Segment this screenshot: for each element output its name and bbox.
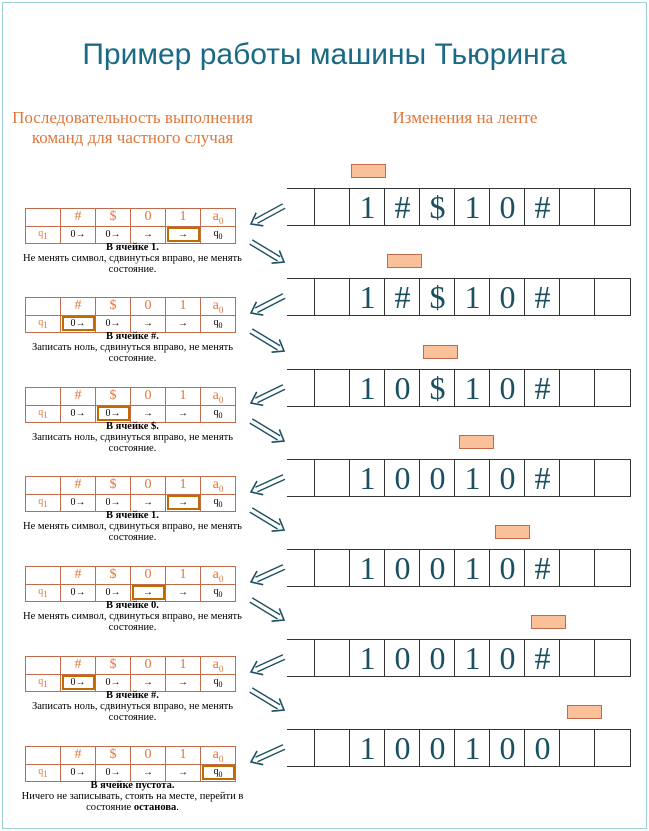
alphabet-cell: 0	[131, 477, 166, 495]
left-heading: Последовательность выполнения команд для частного случая	[12, 108, 253, 147]
alphabet-cell: 0	[131, 209, 166, 227]
command-table-header	[26, 388, 236, 406]
tape-cell	[559, 640, 595, 676]
command-cell: →	[131, 315, 166, 332]
tape-cell: 1	[454, 730, 490, 766]
tape-cell: 0	[489, 370, 525, 406]
double-arrow-right-down-icon	[243, 323, 293, 363]
tape-cell	[559, 730, 595, 766]
alphabet-cell: 1	[166, 298, 201, 316]
active-command-cell: →	[166, 226, 201, 243]
tape-head-marker	[387, 254, 422, 268]
active-command-cell: 0→	[96, 405, 131, 422]
command-table	[25, 746, 236, 782]
tape-cell: 0	[489, 460, 525, 496]
tape-cell: #	[384, 279, 420, 315]
tape-cell	[594, 730, 631, 766]
state-cell: $q_1$	[26, 494, 61, 511]
step-description: В ячейке пустота. Ничего не записывать, стоять на месте, перейти в состояние останова.	[21, 780, 244, 813]
tape-cell: #	[384, 189, 420, 225]
right-heading: Изменения на ленте	[392, 108, 538, 127]
active-command-cell: 0→	[61, 315, 96, 332]
command-cell: →	[166, 764, 201, 781]
command-cell: $q_0$	[201, 405, 236, 422]
alphabet-cell: $	[96, 477, 131, 495]
command-cell: $q_0$	[201, 674, 236, 691]
active-command-cell: $q_0$	[201, 764, 236, 781]
tape-cell: 1	[349, 460, 385, 496]
tape-head-marker	[567, 705, 602, 719]
alphabet-cell: $a_0$	[201, 657, 236, 675]
alphabet-cell: #	[61, 388, 96, 406]
state-cell: $q_1$	[26, 226, 61, 243]
command-cell: →	[166, 674, 201, 691]
command-cell: 0→	[61, 226, 96, 243]
tape-cell: 1	[349, 730, 385, 766]
alphabet-cell	[26, 298, 61, 316]
command-table	[25, 656, 236, 692]
alphabet-cell: 1	[166, 477, 201, 495]
alphabet-cell	[26, 388, 61, 406]
tape-cell	[559, 189, 595, 225]
tape-cell: #	[524, 189, 560, 225]
state-cell: $q_1$	[26, 405, 61, 422]
tape-cell: #	[524, 640, 560, 676]
active-command-cell: →	[131, 584, 166, 601]
tape-cell: 1	[349, 279, 385, 315]
tape-cell: 1	[454, 370, 490, 406]
double-arrow-right-down-icon	[243, 502, 293, 542]
tape-head-marker	[531, 615, 566, 629]
alphabet-cell: 1	[166, 209, 201, 227]
command-table-row	[26, 674, 236, 691]
tape-cell: 0	[419, 460, 455, 496]
tape-cell: 0	[384, 460, 420, 496]
command-table	[25, 566, 236, 602]
command-table	[25, 297, 236, 333]
tape-cell: 1	[349, 189, 385, 225]
alphabet-cell	[26, 209, 61, 227]
tape-cell	[559, 279, 595, 315]
tape-cell: 1	[454, 189, 490, 225]
tape	[287, 549, 631, 587]
command-table	[25, 387, 236, 423]
command-table-row	[26, 764, 236, 781]
command-table-header	[26, 567, 236, 585]
tape-head-marker	[495, 525, 530, 539]
tape-cell: 0	[489, 279, 525, 315]
tape-cell: 1	[454, 279, 490, 315]
tape-cell	[559, 550, 595, 586]
alphabet-cell: $	[96, 747, 131, 765]
tape-cell: 0	[489, 730, 525, 766]
alphabet-cell: $a_0$	[201, 388, 236, 406]
alphabet-cell: $	[96, 657, 131, 675]
tape-head-marker	[423, 345, 458, 359]
tape	[287, 729, 631, 767]
alphabet-cell: 0	[131, 657, 166, 675]
alphabet-cell: $	[96, 388, 131, 406]
command-table-header	[26, 477, 236, 495]
command-table-row	[26, 226, 236, 243]
tape-cell	[314, 189, 350, 225]
tape-head-marker	[459, 435, 494, 449]
alphabet-cell: $a_0$	[201, 298, 236, 316]
command-cell: →	[131, 674, 166, 691]
step-description: В ячейке #. Записать ноль, сдвинуться вправо, не менять состояние.	[31, 331, 234, 364]
tape-cell	[594, 189, 631, 225]
active-command-cell: →	[166, 494, 201, 511]
tape-cell	[594, 640, 631, 676]
step-description: В ячейке 1. Не менять символ, сдвинуться вправо, не менять состояние.	[23, 242, 242, 275]
command-cell: 0→	[96, 494, 131, 511]
command-cell: 0→	[96, 584, 131, 601]
alphabet-cell	[26, 477, 61, 495]
command-cell: →	[131, 226, 166, 243]
tape-cell	[314, 460, 350, 496]
tape-cell	[594, 460, 631, 496]
tape-cell: #	[524, 279, 560, 315]
tape-cell: 0	[489, 640, 525, 676]
tape-cell: 0	[524, 730, 560, 766]
alphabet-cell: #	[61, 298, 96, 316]
state-cell: $q_1$	[26, 315, 61, 332]
tape-cell	[314, 279, 350, 315]
step-description: В ячейке 1. Не менять символ, сдвинуться вправо, не менять состояние.	[23, 510, 242, 543]
tape-cell	[314, 370, 350, 406]
command-cell: →	[131, 405, 166, 422]
alphabet-cell: $a_0$	[201, 477, 236, 495]
tape-cell: 0	[384, 640, 420, 676]
command-table-row	[26, 405, 236, 422]
tape-cell: 1	[349, 370, 385, 406]
command-cell: $q_0$	[201, 584, 236, 601]
tape	[287, 278, 631, 316]
command-table	[25, 208, 236, 244]
tape-cell	[594, 279, 631, 315]
tape-cell: 0	[419, 730, 455, 766]
alphabet-cell: $a_0$	[201, 209, 236, 227]
tape-cell: 1	[349, 640, 385, 676]
alphabet-cell: 0	[131, 567, 166, 585]
command-table-row	[26, 494, 236, 511]
command-table-header	[26, 747, 236, 765]
tape	[287, 188, 631, 226]
tape-cell: #	[524, 550, 560, 586]
alphabet-cell: $a_0$	[201, 567, 236, 585]
tape-cell: 1	[454, 550, 490, 586]
tape-cell: 1	[454, 460, 490, 496]
double-arrow-left-down-icon	[243, 198, 293, 238]
command-cell: 0→	[61, 764, 96, 781]
alphabet-cell: 1	[166, 747, 201, 765]
state-cell: $q_1$	[26, 764, 61, 781]
page-title: Пример работы машины Тьюринга	[82, 38, 567, 71]
command-cell: →	[166, 405, 201, 422]
tape-cell	[314, 640, 350, 676]
tape-cell: #	[524, 460, 560, 496]
step-description: В ячейке 0. Не менять символ, сдвинуться вправо, не менять состояние.	[23, 600, 242, 633]
step-description: В ячейке $. Записать ноль, сдвинуться вправо, не менять состояние.	[31, 421, 234, 454]
alphabet-cell: $	[96, 567, 131, 585]
command-cell: 0→	[96, 764, 131, 781]
tape-cell: 0	[384, 370, 420, 406]
tape-cell: 1	[454, 640, 490, 676]
alphabet-cell	[26, 567, 61, 585]
command-table-header	[26, 657, 236, 675]
tape-cell: 0	[384, 550, 420, 586]
alphabet-cell: #	[61, 209, 96, 227]
tape-cell	[314, 730, 350, 766]
tape-cell: 1	[349, 550, 385, 586]
alphabet-cell: $	[96, 209, 131, 227]
tape-cell: #	[524, 370, 560, 406]
command-cell: 0→	[96, 674, 131, 691]
command-table-row	[26, 315, 236, 332]
command-cell: 0→	[61, 494, 96, 511]
tape-cell	[594, 370, 631, 406]
command-table	[25, 476, 236, 512]
command-cell: →	[131, 764, 166, 781]
alphabet-cell: 0	[131, 747, 166, 765]
tape	[287, 639, 631, 677]
tape-cell: 0	[384, 730, 420, 766]
command-cell: $q_0$	[201, 226, 236, 243]
alphabet-cell: 1	[166, 567, 201, 585]
tape-cell: 0	[419, 550, 455, 586]
tape-cell	[314, 550, 350, 586]
tape-head-marker	[351, 164, 386, 178]
tape-cell: 0	[489, 189, 525, 225]
command-cell: →	[166, 315, 201, 332]
alphabet-cell: 0	[131, 388, 166, 406]
tape-cell: $	[419, 279, 455, 315]
alphabet-cell	[26, 657, 61, 675]
command-cell: 0→	[96, 315, 131, 332]
alphabet-cell: $a_0$	[201, 747, 236, 765]
tape-cell: 0	[489, 550, 525, 586]
tape-cell	[559, 460, 595, 496]
tape-cell: 0	[419, 640, 455, 676]
alphabet-cell: #	[61, 657, 96, 675]
alphabet-cell: #	[61, 567, 96, 585]
tape	[287, 459, 631, 497]
step-description: В ячейке #. Записать ноль, сдвинуться вправо, не менять состояние.	[31, 690, 234, 723]
command-cell: 0→	[61, 405, 96, 422]
command-cell: →	[166, 584, 201, 601]
double-arrow-right-down-icon	[243, 592, 293, 632]
state-cell: $q_1$	[26, 584, 61, 601]
active-command-cell: 0→	[61, 674, 96, 691]
state-cell: $q_1$	[26, 674, 61, 691]
double-arrow-right-down-icon	[243, 234, 293, 274]
double-arrow-left-down-icon	[243, 288, 293, 328]
command-cell: $q_0$	[201, 315, 236, 332]
command-cell: $q_0$	[201, 494, 236, 511]
tape-cell	[594, 550, 631, 586]
tape	[287, 369, 631, 407]
command-cell: →	[131, 494, 166, 511]
tape-cell	[559, 370, 595, 406]
alphabet-cell: #	[61, 477, 96, 495]
alphabet-cell: $	[96, 298, 131, 316]
command-table-header	[26, 298, 236, 316]
alphabet-cell: #	[61, 747, 96, 765]
double-arrow-left-down-icon	[243, 739, 293, 779]
double-arrow-right-down-icon	[243, 413, 293, 453]
command-cell: 0→	[61, 584, 96, 601]
alphabet-cell: 1	[166, 657, 201, 675]
command-table-row	[26, 584, 236, 601]
alphabet-cell: 0	[131, 298, 166, 316]
alphabet-cell	[26, 747, 61, 765]
alphabet-cell: 1	[166, 388, 201, 406]
double-arrow-right-down-icon	[243, 682, 293, 722]
command-cell: 0→	[96, 226, 131, 243]
tape-cell: $	[419, 189, 455, 225]
command-table-header	[26, 209, 236, 227]
tape-cell: $	[419, 370, 455, 406]
